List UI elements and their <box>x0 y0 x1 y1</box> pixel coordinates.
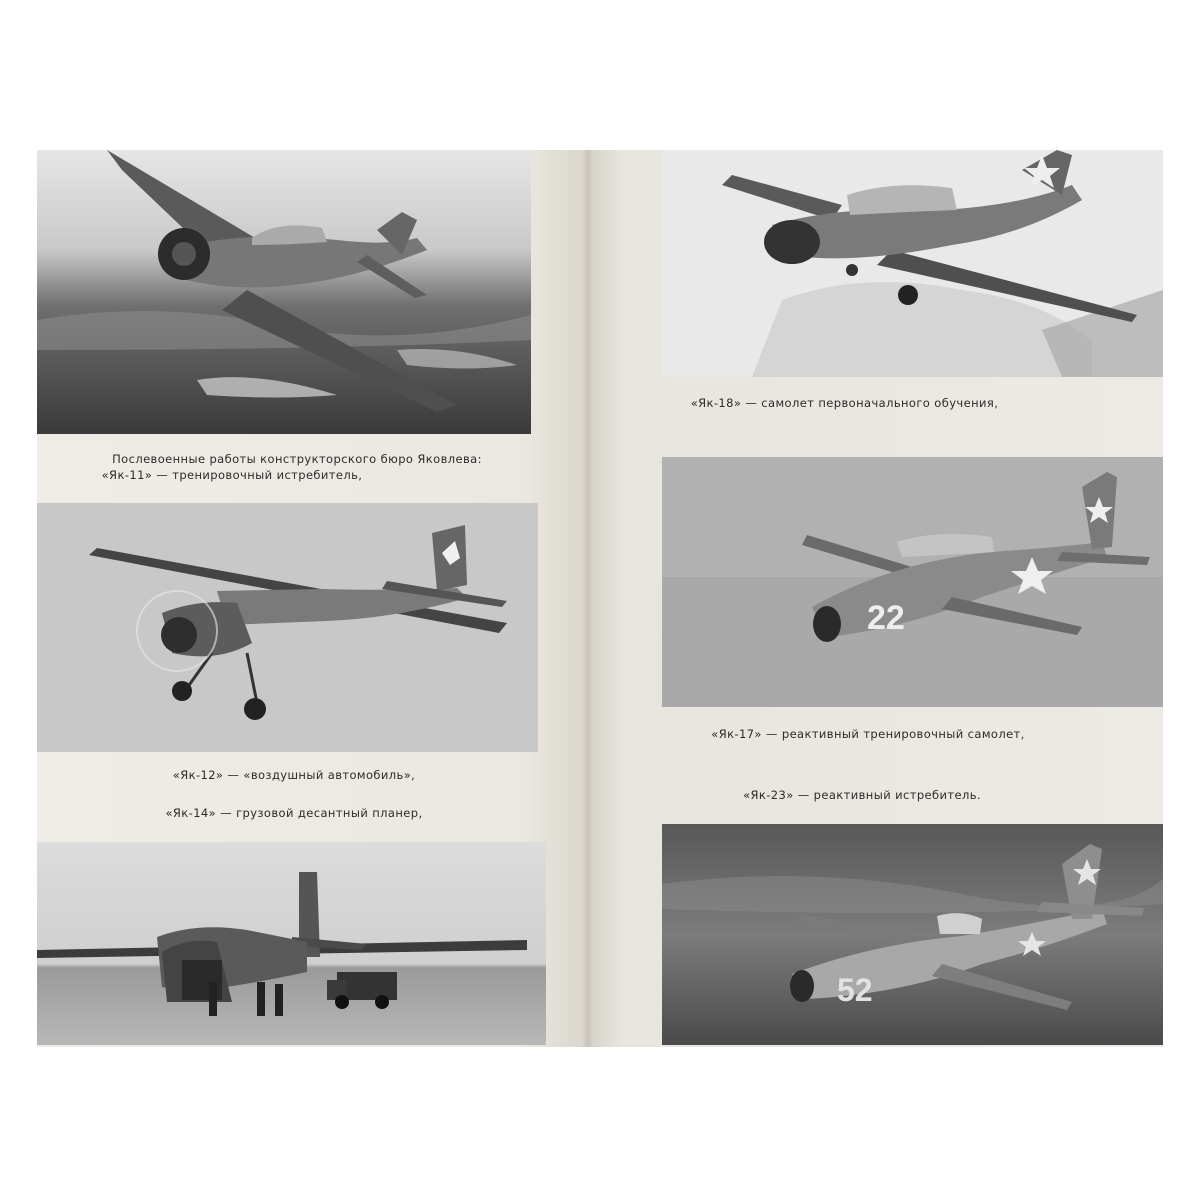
caption-yak-18: «Як-18» — самолет первоначального обучения, <box>690 396 999 410</box>
photo-yak-23 <box>662 824 1163 1045</box>
caption-yak-23: «Як-23» — реактивный истребитель. <box>743 788 981 802</box>
caption-yak-17: «Як-17» — реактивный тренировочный самолет, <box>711 727 1025 741</box>
photo-yak-18 <box>662 150 1163 377</box>
book-gutter <box>583 150 593 1047</box>
caption-yak-11-line-2: «Як-11» — тренировочный истребитель, <box>101 468 363 482</box>
tail-number-yak-23: 52 <box>837 972 873 1008</box>
photo-yak-11 <box>37 150 531 434</box>
caption-yak-14: «Як-14» — грузовой десантный планер, <box>165 806 423 820</box>
caption-yak-12: «Як-12» — «воздушный автомобиль», <box>172 768 416 782</box>
tail-number-yak-17: 22 <box>867 599 905 637</box>
photo-yak-12 <box>37 503 538 752</box>
caption-yak-11-line-1: Послевоенные работы конструкторского бюро Яковлева: <box>112 452 482 466</box>
photo-yak-14 <box>37 842 546 1045</box>
photo-yak-17 <box>662 457 1163 707</box>
